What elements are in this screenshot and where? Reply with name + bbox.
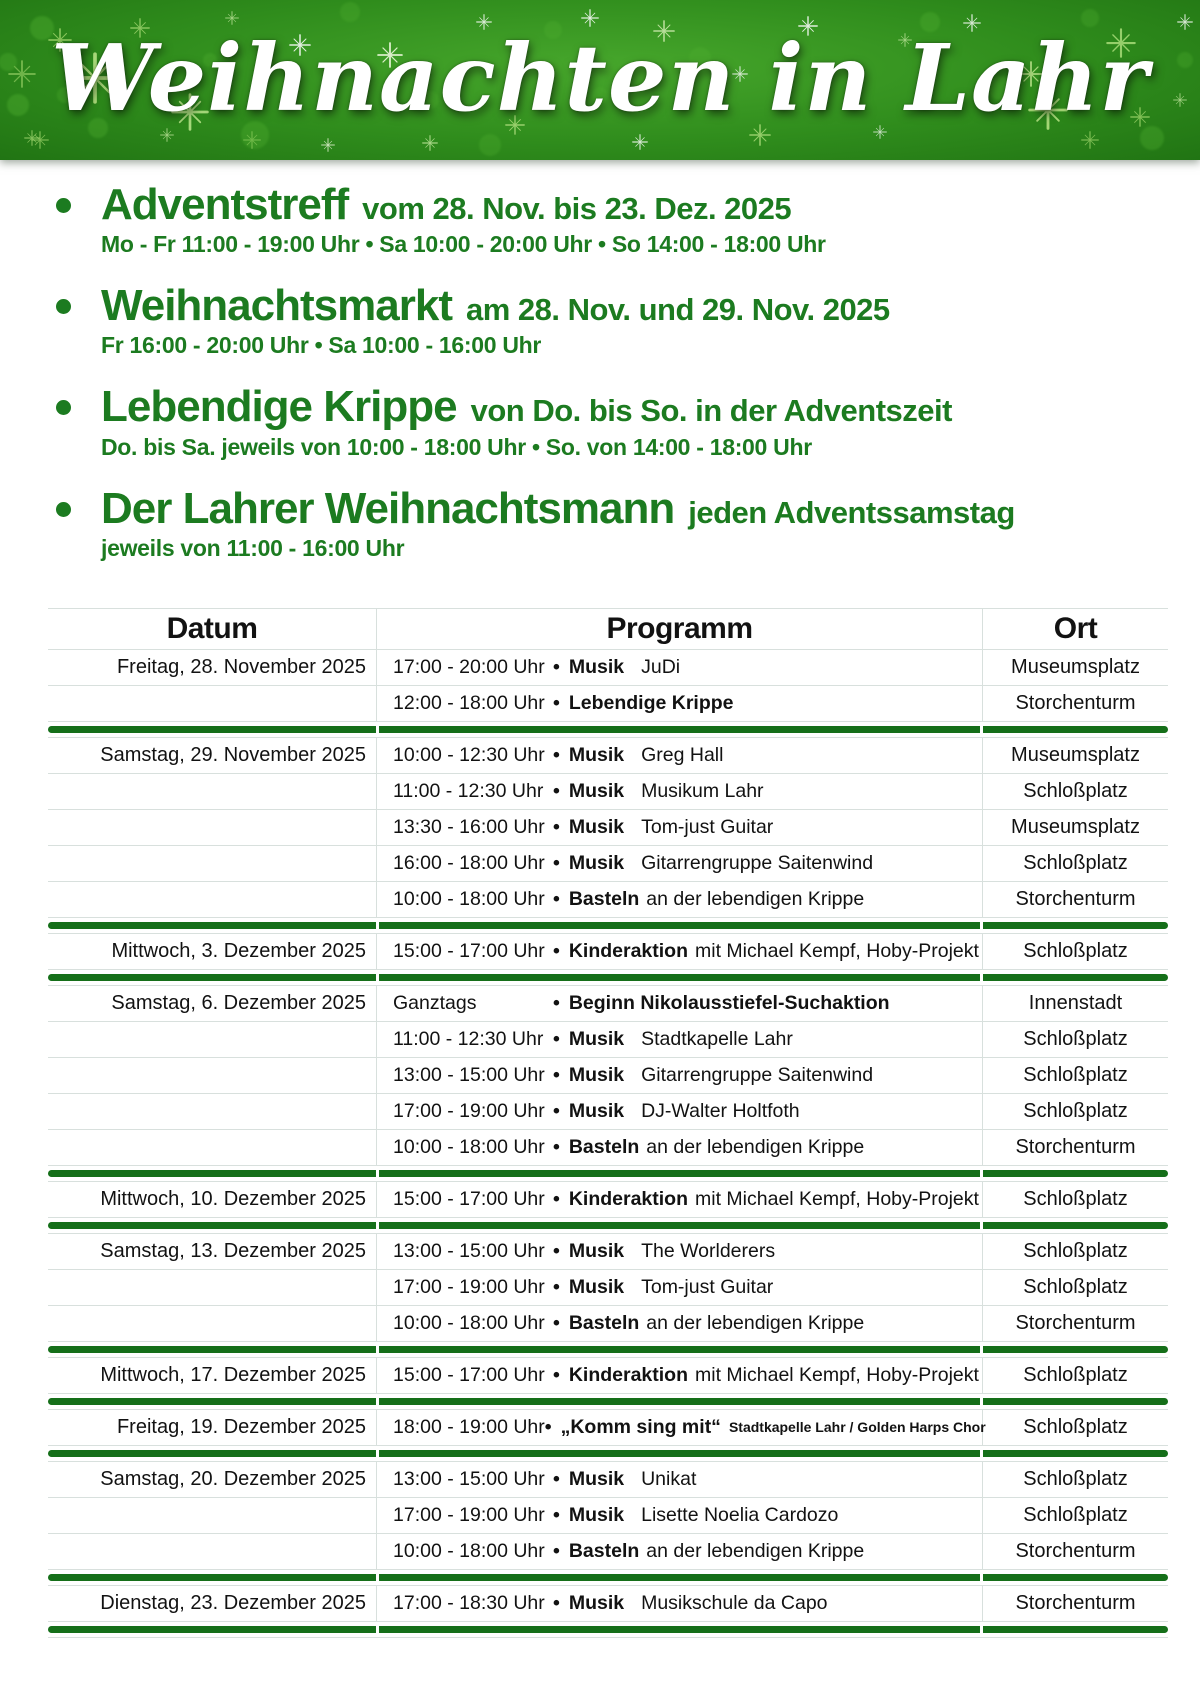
program-label: Kinderaktion — [568, 939, 689, 962]
bullet-dot: • — [553, 1467, 560, 1490]
time-range: 17:00 - 19:00 Uhr — [393, 1099, 545, 1122]
location-cell: Museumsplatz — [983, 738, 1168, 774]
time-range: 10:00 - 12:30 Uhr — [393, 743, 545, 766]
time-range: 13:00 - 15:00 Uhr — [393, 1063, 545, 1086]
section-divider — [48, 1622, 1168, 1638]
time-range: 11:00 - 12:30 Uhr — [393, 1027, 544, 1050]
program-cell — [376, 1094, 983, 1130]
section-divider — [48, 1394, 1168, 1410]
schedule-table — [48, 608, 1168, 1638]
date-cell: Samstag, 6. Dezember 2025 — [48, 986, 376, 1022]
bullet-dot: • — [553, 1275, 560, 1298]
event-subtitle: jeden Adventssamstag — [688, 494, 1015, 530]
bullet-dot: • — [553, 1135, 560, 1158]
time-range: 10:00 - 18:00 Uhr — [393, 1539, 545, 1562]
divider-bar — [379, 974, 980, 981]
program-cell — [376, 1130, 983, 1166]
bullet-dot: • — [553, 1503, 560, 1526]
time-range: 11:00 - 12:30 Uhr — [393, 779, 544, 802]
program-label: Basteln — [568, 1539, 640, 1562]
divider-bar — [983, 974, 1168, 981]
date-cell: Samstag, 29. November 2025 — [48, 738, 376, 774]
date-cell: Mittwoch, 3. Dezember 2025 — [48, 934, 376, 970]
program-detail: Greg Hall — [641, 743, 724, 766]
time-range: 13:30 - 16:00 Uhr — [393, 815, 545, 838]
date-cell: Samstag, 13. Dezember 2025 — [48, 1234, 376, 1270]
time-range: 12:00 - 18:00 Uhr — [393, 691, 545, 714]
time-range: 17:00 - 20:00 Uhr — [393, 655, 545, 678]
program-cell — [376, 846, 983, 882]
program-detail: mit Michael Kempf, Hoby-Projekt — [695, 1363, 979, 1386]
table-row — [48, 1234, 1168, 1270]
section-divider — [48, 1446, 1168, 1462]
program-label: Beginn Nikolausstiefel-Suchaktion — [568, 991, 890, 1014]
bullet-dot: • — [553, 991, 560, 1014]
date-cell — [48, 1306, 376, 1342]
program-label: „Komm sing mit“ — [560, 1415, 721, 1438]
program-cell — [376, 1586, 983, 1622]
program-cell — [376, 1234, 983, 1270]
time-range: 13:00 - 15:00 Uhr — [393, 1239, 545, 1262]
date-cell — [48, 882, 376, 918]
section-divider — [48, 970, 1168, 986]
bullet-dot: • — [553, 1363, 560, 1386]
time-range: 16:00 - 18:00 Uhr — [393, 851, 545, 874]
table-row — [48, 1498, 1168, 1534]
program-label: Musik — [568, 815, 625, 838]
poster-title: Weihnachten in Lahr — [50, 24, 1150, 132]
date-cell — [48, 1022, 376, 1058]
event-times: Mo - Fr 11:00 - 19:00 Uhr • Sa 10:00 - 20:00 Uhr • So 14:00 - 18:00 Uhr — [101, 231, 826, 258]
table-row — [48, 882, 1168, 918]
date-cell — [48, 774, 376, 810]
table-row — [48, 986, 1168, 1022]
program-cell — [376, 1182, 983, 1218]
event-title: Der Lahrer Weihnachtsmann — [101, 483, 675, 533]
bullet-dot: • — [553, 655, 560, 678]
location-cell: Schloßplatz — [983, 1270, 1168, 1306]
divider-bar — [48, 1450, 376, 1457]
divider-bar — [48, 922, 376, 929]
event-item — [48, 182, 1170, 258]
event-item — [48, 283, 1170, 359]
section-divider — [48, 1218, 1168, 1234]
divider-bar — [48, 1346, 376, 1353]
table-row — [48, 1130, 1168, 1166]
program-cell — [376, 810, 983, 846]
program-label: Musik — [568, 743, 625, 766]
location-cell: Schloßplatz — [983, 1094, 1168, 1130]
date-cell — [48, 1130, 376, 1166]
program-detail: JuDi — [641, 655, 681, 678]
program-label: Basteln — [568, 1135, 640, 1158]
program-label: Kinderaktion — [568, 1363, 689, 1386]
bullet-dot: • — [553, 1063, 560, 1086]
table-row — [48, 1534, 1168, 1570]
program-label: Lebendige Krippe — [568, 691, 734, 714]
program-detail: Lisette Noelia Cardozo — [641, 1503, 839, 1526]
divider-bar — [379, 1450, 980, 1457]
location-cell: Schloßplatz — [983, 934, 1168, 970]
date-cell — [48, 1270, 376, 1306]
divider-bar — [983, 726, 1168, 733]
divider-bar — [48, 726, 376, 733]
program-detail: DJ-Walter Holtfoth — [641, 1099, 800, 1122]
event-times: jeweils von 11:00 - 16:00 Uhr — [101, 534, 405, 561]
bullet-icon — [56, 502, 71, 517]
program-cell — [376, 1462, 983, 1498]
location-cell: Storchenturm — [983, 882, 1168, 918]
divider-bar — [379, 1626, 980, 1633]
location-cell: Storchenturm — [983, 1534, 1168, 1570]
program-label: Musik — [568, 1099, 625, 1122]
program-label: Basteln — [568, 887, 640, 910]
time-range: 17:00 - 18:30 Uhr — [393, 1591, 545, 1614]
program-detail: Musikschule da Capo — [641, 1591, 828, 1614]
divider-bar — [379, 1398, 980, 1405]
bullet-dot: • — [553, 1187, 560, 1210]
date-cell — [48, 1094, 376, 1130]
section-divider — [48, 1166, 1168, 1182]
date-cell — [48, 686, 376, 722]
time-range: 15:00 - 17:00 Uhr — [393, 939, 545, 962]
table-row — [48, 810, 1168, 846]
bullet-icon — [56, 198, 71, 213]
program-label: Musik — [568, 779, 625, 802]
location-cell: Storchenturm — [983, 1306, 1168, 1342]
program-label: Musik — [568, 1239, 625, 1262]
program-cell — [376, 686, 983, 722]
date-cell — [48, 1058, 376, 1094]
program-cell — [376, 1534, 983, 1570]
table-row — [48, 846, 1168, 882]
bullet-dot: • — [553, 779, 560, 802]
table-row — [48, 1094, 1168, 1130]
program-cell — [376, 774, 983, 810]
date-cell — [48, 1534, 376, 1570]
divider-bar — [983, 1222, 1168, 1229]
program-cell — [376, 738, 983, 774]
location-cell: Museumsplatz — [983, 810, 1168, 846]
program-detail: Unikat — [641, 1467, 697, 1490]
time-range: 10:00 - 18:00 Uhr — [393, 1135, 545, 1158]
event-subtitle: vom 28. Nov. bis 23. Dez. 2025 — [362, 191, 792, 226]
location-cell: Storchenturm — [983, 686, 1168, 722]
time-range: 15:00 - 17:00 Uhr — [393, 1187, 545, 1210]
bullet-dot: • — [553, 1539, 560, 1562]
program-cell — [376, 882, 983, 918]
bullet-dot: • — [553, 851, 560, 874]
bullet-dot: • — [553, 939, 560, 962]
event-item — [48, 384, 1170, 460]
program-cell — [376, 1498, 983, 1534]
program-label: Musik — [568, 1503, 625, 1526]
table-header-row — [48, 608, 1168, 650]
table-body — [48, 650, 1168, 1638]
event-text — [101, 384, 952, 460]
table-row — [48, 686, 1168, 722]
divider-bar — [983, 1170, 1168, 1177]
time-range: 10:00 - 18:00 Uhr — [393, 1311, 545, 1334]
program-cell — [376, 1358, 983, 1394]
program-cell — [376, 1058, 983, 1094]
divider-bar — [48, 1222, 376, 1229]
program-detail: Musikum Lahr — [641, 779, 764, 802]
program-detail: Gitarrengruppe Saitenwind — [641, 1063, 874, 1086]
location-cell: Schloßplatz — [983, 1462, 1168, 1498]
bullet-icon — [56, 400, 71, 415]
divider-bar — [379, 922, 980, 929]
date-cell — [48, 810, 376, 846]
program-label: Basteln — [568, 1311, 640, 1334]
divider-bar — [48, 974, 376, 981]
program-detail: mit Michael Kempf, Hoby-Projekt — [695, 939, 979, 962]
date-cell: Freitag, 28. November 2025 — [48, 650, 376, 686]
divider-bar — [983, 1346, 1168, 1353]
section-divider — [48, 1342, 1168, 1358]
location-cell: Schloßplatz — [983, 846, 1168, 882]
program-label: Musik — [568, 655, 625, 678]
table-row — [48, 934, 1168, 970]
bullet-dot: • — [553, 1027, 560, 1050]
program-detail: Tom-just Guitar — [641, 815, 774, 838]
table-row — [48, 1410, 1168, 1446]
time-range: 18:00 - 19:00 Uhr — [393, 1415, 545, 1438]
program-cell — [376, 934, 983, 970]
program-label: Musik — [568, 1275, 625, 1298]
program-detail: mit Michael Kempf, Hoby-Projekt — [695, 1187, 979, 1210]
event-summary-list — [0, 160, 1200, 562]
bullet-dot: • — [553, 743, 560, 766]
event-title: Weihnachtsmarkt — [101, 281, 452, 331]
bullet-dot: • — [553, 1239, 560, 1262]
program-detail: Tom-just Guitar — [641, 1275, 774, 1298]
event-times: Fr 16:00 - 20:00 Uhr • Sa 10:00 - 16:00 Uhr — [101, 332, 542, 359]
section-divider — [48, 1570, 1168, 1586]
table-row — [48, 1358, 1168, 1394]
bullet-dot: • — [553, 691, 560, 714]
program-cell — [376, 650, 983, 686]
program-detail: Stadtkapelle Lahr — [641, 1027, 793, 1050]
star-icon — [321, 138, 335, 152]
event-subtitle: am 28. Nov. und 29. Nov. 2025 — [465, 292, 890, 328]
location-cell: Schloßplatz — [983, 1058, 1168, 1094]
program-cell — [376, 1022, 983, 1058]
event-text — [101, 182, 826, 258]
column-header-programm: Programm — [376, 609, 983, 649]
time-range: 10:00 - 18:00 Uhr — [393, 887, 545, 910]
date-cell: Samstag, 20. Dezember 2025 — [48, 1462, 376, 1498]
table-row — [48, 1462, 1168, 1498]
location-cell: Schloßplatz — [983, 1234, 1168, 1270]
event-title: Lebendige Krippe — [101, 382, 457, 432]
program-label: Musik — [568, 1063, 625, 1086]
event-times: Do. bis Sa. jeweils von 10:00 - 18:00 Uhr • So. von 14:00 - 18:00 Uhr — [101, 433, 812, 460]
banner — [0, 0, 1200, 160]
date-cell: Mittwoch, 10. Dezember 2025 — [48, 1182, 376, 1218]
bullet-dot: • — [553, 1311, 560, 1334]
location-cell: Innenstadt — [983, 986, 1168, 1022]
location-cell: Schloßplatz — [983, 774, 1168, 810]
time-range: 17:00 - 19:00 Uhr — [393, 1275, 545, 1298]
location-cell: Schloßplatz — [983, 1022, 1168, 1058]
program-cell — [376, 986, 983, 1022]
section-divider — [48, 918, 1168, 934]
program-label: Musik — [568, 1027, 625, 1050]
table-row — [48, 650, 1168, 686]
program-detail: The Worlderers — [641, 1239, 776, 1262]
divider-bar — [48, 1626, 376, 1633]
divider-bar — [983, 1398, 1168, 1405]
event-title: Adventstreff — [101, 180, 349, 229]
divider-bar — [983, 922, 1168, 929]
location-cell: Schloßplatz — [983, 1498, 1168, 1534]
program-cell — [376, 1270, 983, 1306]
table-row — [48, 1058, 1168, 1094]
section-divider — [48, 722, 1168, 738]
table-row — [48, 1306, 1168, 1342]
date-cell — [48, 1498, 376, 1534]
program-detail: Gitarrengruppe Saitenwind — [641, 851, 874, 874]
divider-bar — [379, 1170, 980, 1177]
column-header-ort: Ort — [1053, 611, 1098, 645]
time-range: Ganztags — [393, 991, 477, 1014]
table-row — [48, 1182, 1168, 1218]
program-label: Musik — [568, 1591, 625, 1614]
table-row — [48, 1270, 1168, 1306]
program-detail: an der lebendigen Krippe — [646, 887, 865, 910]
program-cell — [376, 1306, 983, 1342]
program-detail: an der lebendigen Krippe — [646, 1135, 865, 1158]
time-range: 13:00 - 15:00 Uhr — [393, 1467, 545, 1490]
date-cell: Mittwoch, 17. Dezember 2025 — [48, 1358, 376, 1394]
location-cell: Schloßplatz — [983, 1410, 1168, 1446]
event-item — [48, 483, 1170, 562]
bullet-dot: • — [553, 815, 560, 838]
divider-bar — [983, 1626, 1168, 1633]
time-range: 15:00 - 17:00 Uhr — [393, 1363, 545, 1386]
divider-bar — [983, 1574, 1168, 1581]
bullet-dot: • — [544, 1415, 552, 1438]
program-cell — [376, 1410, 986, 1446]
table-row — [48, 1586, 1168, 1622]
bullet-dot: • — [553, 887, 560, 910]
divider-bar — [379, 1574, 980, 1581]
location-cell: Schloßplatz — [983, 1358, 1168, 1394]
divider-bar — [379, 1222, 980, 1229]
location-cell: Storchenturm — [983, 1130, 1168, 1166]
program-label: Musik — [568, 851, 625, 874]
bullet-dot: • — [553, 1099, 560, 1122]
table-row — [48, 738, 1168, 774]
program-detail-small: Stadtkapelle Lahr / Golden Harps Chor — [728, 1419, 986, 1436]
program-detail: an der lebendigen Krippe — [646, 1539, 865, 1562]
bullet-icon — [56, 299, 71, 314]
event-text — [101, 283, 890, 359]
column-header-datum: Datum — [166, 611, 258, 645]
location-cell: Museumsplatz — [983, 650, 1168, 686]
event-text — [101, 483, 1015, 562]
date-cell: Dienstag, 23. Dezember 2025 — [48, 1586, 376, 1622]
bullet-dot: • — [553, 1591, 560, 1614]
divider-bar — [379, 726, 980, 733]
date-cell — [48, 846, 376, 882]
table-row — [48, 1022, 1168, 1058]
divider-bar — [48, 1170, 376, 1177]
event-subtitle: von Do. bis So. in der Adventszeit — [470, 393, 952, 429]
divider-bar — [379, 1346, 980, 1353]
divider-bar — [48, 1574, 376, 1581]
program-detail: an der lebendigen Krippe — [646, 1311, 865, 1334]
date-cell: Freitag, 19. Dezember 2025 — [48, 1410, 376, 1446]
table-row — [48, 774, 1168, 810]
program-label: Musik — [568, 1467, 625, 1490]
program-label: Kinderaktion — [568, 1187, 689, 1210]
divider-bar — [983, 1450, 1168, 1457]
location-cell: Storchenturm — [983, 1586, 1168, 1622]
location-cell: Schloßplatz — [983, 1182, 1168, 1218]
divider-bar — [48, 1398, 376, 1405]
time-range: 17:00 - 19:00 Uhr — [393, 1503, 545, 1526]
